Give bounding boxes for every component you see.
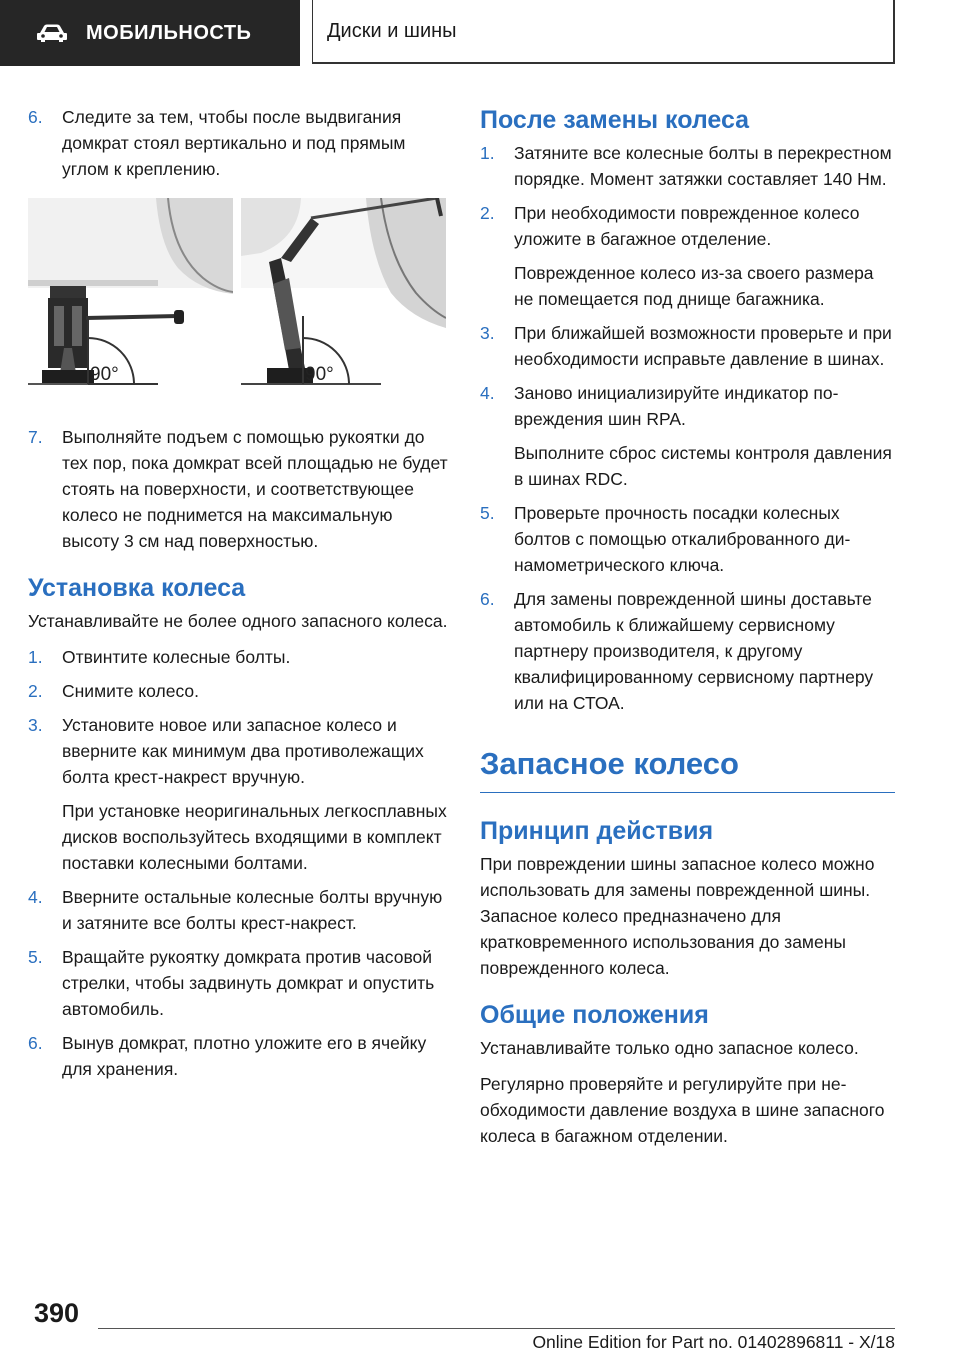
after-steps xyxy=(480,140,895,716)
angle-label-left: 90° xyxy=(90,364,119,385)
step-number: 6. xyxy=(480,589,495,609)
step-number: 7. xyxy=(28,427,43,447)
step-number: 5. xyxy=(480,503,495,523)
section-tab[interactable] xyxy=(0,0,300,66)
list-item xyxy=(480,320,895,372)
jack-front-view-image xyxy=(241,198,446,402)
page-header xyxy=(0,0,960,66)
section-title: МОБИЛЬНОСТЬ xyxy=(86,21,252,44)
step-number: 2. xyxy=(28,681,43,701)
list-item xyxy=(28,712,448,876)
step-text: Вынув домкрат, плотно уложите его в ячейку для хранения. xyxy=(62,1033,427,1079)
step-number: 6. xyxy=(28,107,43,127)
step-number: 5. xyxy=(28,947,43,967)
step-number: 3. xyxy=(480,323,495,343)
step-number: 2. xyxy=(480,203,495,223)
chapter-heading-spare: Запасное колесо xyxy=(480,744,895,793)
chapter-title: Диски и шины xyxy=(327,19,457,42)
section-heading-install: Установка колеса xyxy=(28,574,246,602)
section-heading-general: Общие положения xyxy=(480,1001,709,1029)
general-text-1: Устанавливайте только одно запасное колесо. xyxy=(480,1038,859,1058)
list-item xyxy=(480,586,895,716)
jack-illustration xyxy=(28,198,448,402)
step-number: 6. xyxy=(28,1033,43,1053)
install-intro: Устанавливайте не более одного запасного колеса. xyxy=(28,611,448,631)
list-item xyxy=(28,944,448,1022)
figure-panel-right xyxy=(241,198,448,402)
list-item xyxy=(480,500,895,578)
step-number: 3. xyxy=(28,715,43,735)
general-text-2: Регулярно проверяйте и регулируйте при необходимости давление воздуха в шине запасного колеса в багажном отделении. xyxy=(480,1074,885,1146)
car-icon xyxy=(36,23,68,43)
step-text: Отвинтите колесные болты. xyxy=(62,647,291,667)
page-number: 390 xyxy=(34,1298,80,1328)
step-text: Выполняйте подъем с помощью рукоятки до тех пор, пока домкрат всей площадью не будет стоять на поверхности, и соответствующее колесо не поднимется на максимальную высоту 3 см над поверхностью. xyxy=(62,427,448,551)
step-text: Для замены поврежденной шины доставьте автомобиль к ближайшему сервисному партнеру производителя, к другому квалифицированному сервисному партнеру или на СТОА. xyxy=(514,589,874,713)
list-item xyxy=(480,200,895,312)
step-note: Выполните сброс системы контроля давления в шинах RDC. xyxy=(514,443,892,489)
step-text: Заново инициализируйте индикатор повреждения шин RPA. xyxy=(514,383,839,429)
list-item xyxy=(28,104,448,182)
list-item xyxy=(28,424,448,554)
list-item xyxy=(480,140,895,192)
left-column xyxy=(28,104,448,1090)
chapter-tab[interactable] xyxy=(312,0,895,64)
step-number: 4. xyxy=(28,887,43,907)
angle-label-right: 90° xyxy=(305,364,334,385)
list-item xyxy=(28,884,448,936)
step-text: Установите новое или запасное колесо и вверните как минимум два противолежащих болта крест-накрест вручную. xyxy=(62,715,424,787)
step-note: При установке неоригинальных легкосплавных дисков воспользуйтесь входящими в комплект поставки колесными болтами. xyxy=(62,801,447,873)
principle-text: При повреждении шины запасное колесо можно использовать для замены поврежденной шины. Запасное колесо предназначено для кратковременного использования до замены поврежденного колеса. xyxy=(480,854,875,978)
footer-divider xyxy=(98,1328,895,1329)
step-text: Затяните все колесные болты в перекрестном порядке. Момент затяжки составляет 140 Нм. xyxy=(514,143,892,189)
edition-text: Online Edition for Part no. 01402896811 - X/18 xyxy=(532,1332,895,1352)
list-item xyxy=(480,380,895,492)
figure-panel-left xyxy=(28,198,235,402)
step-number: 1. xyxy=(480,143,495,163)
step-text: При необходимости поврежденное колесо уложите в багажное отделение. xyxy=(514,203,860,249)
section-heading-principle: Принцип действия xyxy=(480,817,714,845)
step-note: Поврежденное колесо из-за своего размера не помещается под днище багажника. xyxy=(514,263,874,309)
step-text: При ближайшей возможности проверьте и при необходимости исправьте давление в шинах. xyxy=(514,323,892,369)
step-text: Проверьте прочность посадки колесных болтов с помощью откалиброванного динамометрического ключа. xyxy=(514,503,851,575)
list-item xyxy=(28,678,448,704)
step-text: Вверните остальные колесные болты вручную и затяните все болты крест-накрест. xyxy=(62,887,443,933)
section-heading-after: После замены колеса xyxy=(480,106,750,134)
step-text: Следите за тем, чтобы после выдвигания домкрат стоял вертикально и под прямым углом к креплению. xyxy=(62,107,406,179)
list-item xyxy=(28,1030,448,1082)
step-text: Вращайте рукоятку домкрата против часовой стрелки, чтобы задвинуть домкрат и опустить автомобиль. xyxy=(62,947,435,1019)
list-item xyxy=(28,644,448,670)
step-number: 4. xyxy=(480,383,495,403)
install-steps xyxy=(28,644,448,1082)
right-column xyxy=(480,104,895,1159)
jack-side-view-image xyxy=(28,198,233,402)
step-number: 1. xyxy=(28,647,43,667)
step-text: Снимите колесо. xyxy=(62,681,199,701)
